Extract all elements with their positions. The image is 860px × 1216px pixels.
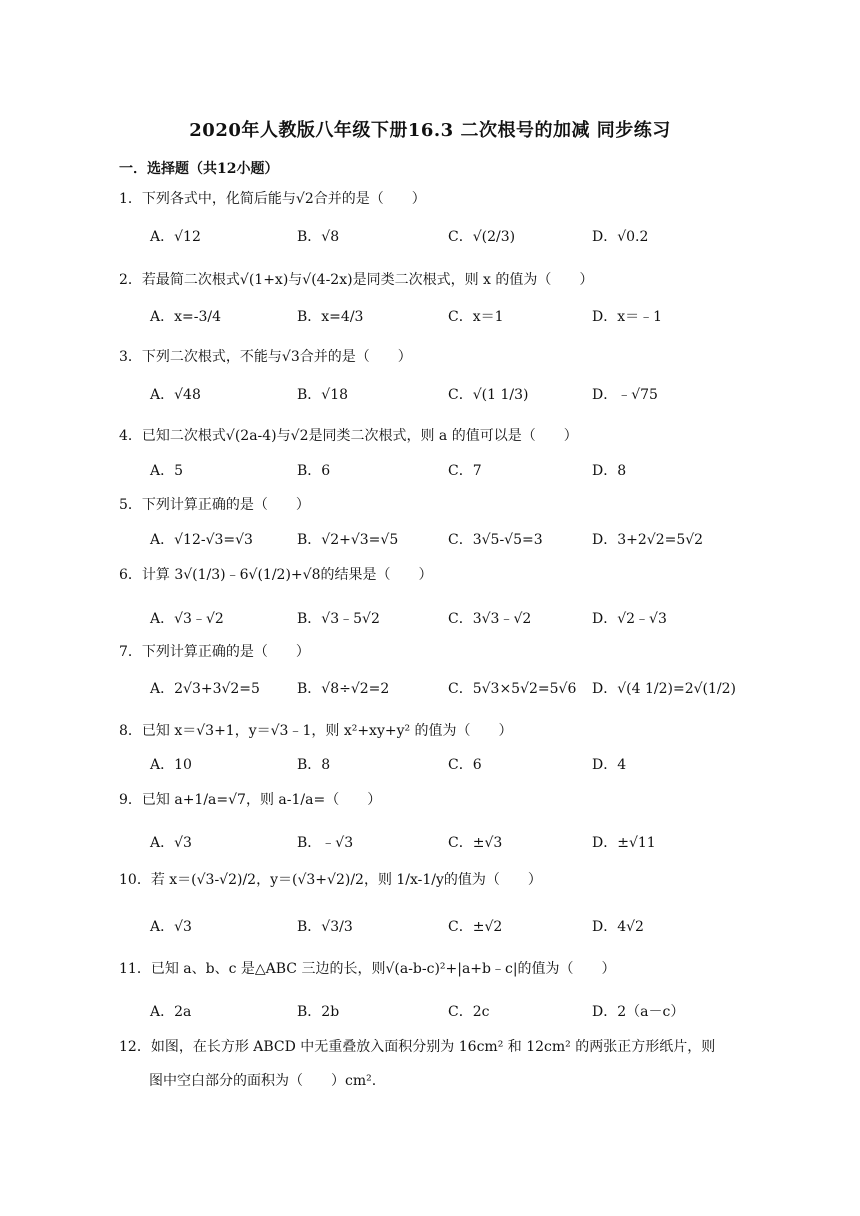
question-6-options xyxy=(150,600,750,636)
option-d: D．√0.2 xyxy=(592,229,649,245)
question-5-options xyxy=(150,521,750,557)
option-a: A．x=-3/4 xyxy=(150,309,221,325)
question-7-stem: 7．下列计算正确的是（ ） xyxy=(119,644,310,660)
question-7-options xyxy=(150,670,750,706)
question-8-stem: 8．已知 x＝√3+1，y＝√3﹣1，则 x²+xy+y² 的值为（ ） xyxy=(119,723,513,739)
option-d: D．±√11 xyxy=(592,835,656,851)
option-d: D．2（a－c） xyxy=(592,1004,685,1020)
page-title: 2020年人教版八年级下册16.3 二次根号的加减 同步练习 xyxy=(189,120,671,141)
option-b: B．√3/3 xyxy=(297,919,353,935)
option-d: D．x＝﹣1 xyxy=(592,309,663,325)
option-d: D．3+2√2=5√2 xyxy=(592,532,704,548)
question-11-options xyxy=(150,993,750,1029)
option-c: C．5√3×5√2=5√6 xyxy=(448,681,577,697)
option-a: A．√3 xyxy=(150,919,192,935)
option-d: D．8 xyxy=(592,463,627,479)
option-c: C．3√3﹣√2 xyxy=(448,611,532,627)
question-1-options xyxy=(150,218,750,254)
question-10-stem: 10．若 x＝(√3-√2)/2，y＝(√3+√2)/2，则 1/x-1/y的值为（ ） xyxy=(119,872,542,888)
option-a: A．√12-√3=√3 xyxy=(150,532,253,548)
question-4-options xyxy=(150,452,750,488)
option-a: A．√48 xyxy=(150,387,201,403)
question-2-options xyxy=(150,298,750,334)
question-9-stem: 9．已知 a+1/a=√7，则 a-1/a=（ ） xyxy=(119,792,382,808)
question-5-stem: 5．下列计算正确的是（ ） xyxy=(119,497,310,513)
option-c: C．±√3 xyxy=(448,835,503,851)
option-c: C．±√2 xyxy=(448,919,503,935)
option-a: A．10 xyxy=(150,757,192,773)
question-11-stem: 11．已知 a、b、c 是△ABC 三边的长，则√(a-b-c)²+|a+b﹣c|的值为（ ） xyxy=(119,961,616,977)
option-a: A．2a xyxy=(150,1004,192,1020)
option-c: C．√(2/3) xyxy=(448,229,516,245)
question-12-stem: 12．如图，在长方形 ABCD 中无重叠放入面积分别为 16cm² 和 12cm² 的两张正方形纸片，则 xyxy=(119,1039,716,1055)
option-b: B．6 xyxy=(297,463,331,479)
question-2-stem: 2．若最简二次根式√(1+x)与√(4-2x)是同类二次根式，则 x 的值为（ ） xyxy=(119,272,594,288)
option-b: B．2b xyxy=(297,1004,340,1020)
option-b: B．﹣√3 xyxy=(297,835,354,851)
option-c: C．x＝1 xyxy=(448,309,504,325)
question-10-options xyxy=(150,908,750,944)
option-b: B．√2+√3=√5 xyxy=(297,532,399,548)
option-d: D．﹣√75 xyxy=(592,387,658,403)
question-1-stem: 1．下列各式中，化简后能与√2合并的是（ ） xyxy=(119,191,426,207)
option-d: D．√(4 1/2)=2√(1/2) xyxy=(592,681,736,697)
section-heading: 一．选择题（共12小题） xyxy=(119,161,279,177)
option-b: B．√18 xyxy=(297,387,349,403)
option-a: A．5 xyxy=(150,463,184,479)
option-a: A．√12 xyxy=(150,229,201,245)
option-d: D．√2﹣√3 xyxy=(592,611,667,627)
option-c: C．6 xyxy=(448,757,482,773)
question-4-stem: 4．已知二次根式√(2a-4)与√2是同类二次根式，则 a 的值可以是（ ） xyxy=(119,428,578,444)
option-c: C．2c xyxy=(448,1004,490,1020)
question-3-stem: 3．下列二次根式，不能与√3合并的是（ ） xyxy=(119,349,412,365)
question-8-options xyxy=(150,746,750,782)
option-a: A．√3﹣√2 xyxy=(150,611,224,627)
option-b: B．√3﹣5√2 xyxy=(297,611,380,627)
option-b: B．√8 xyxy=(297,229,340,245)
question-12-stem-continued: 图中空白部分的面积为（ ）cm². xyxy=(149,1073,377,1089)
question-3-options xyxy=(150,376,750,412)
option-a: A．√3 xyxy=(150,835,192,851)
option-c: C．3√5-√5=3 xyxy=(448,532,543,548)
question-9-options xyxy=(150,824,750,860)
option-c: C．√(1 1/3) xyxy=(448,387,529,403)
option-b: B．√8÷√2=2 xyxy=(297,681,390,697)
option-d: D．4√2 xyxy=(592,919,644,935)
question-6-stem: 6．计算 3√(1/3)﹣6√(1/2)+√8的结果是（ ） xyxy=(119,567,433,583)
option-d: D．4 xyxy=(592,757,627,773)
option-a: A．2√3+3√2=5 xyxy=(150,681,260,697)
option-b: B．8 xyxy=(297,757,331,773)
option-b: B．x=4/3 xyxy=(297,309,364,325)
option-c: C．7 xyxy=(448,463,482,479)
